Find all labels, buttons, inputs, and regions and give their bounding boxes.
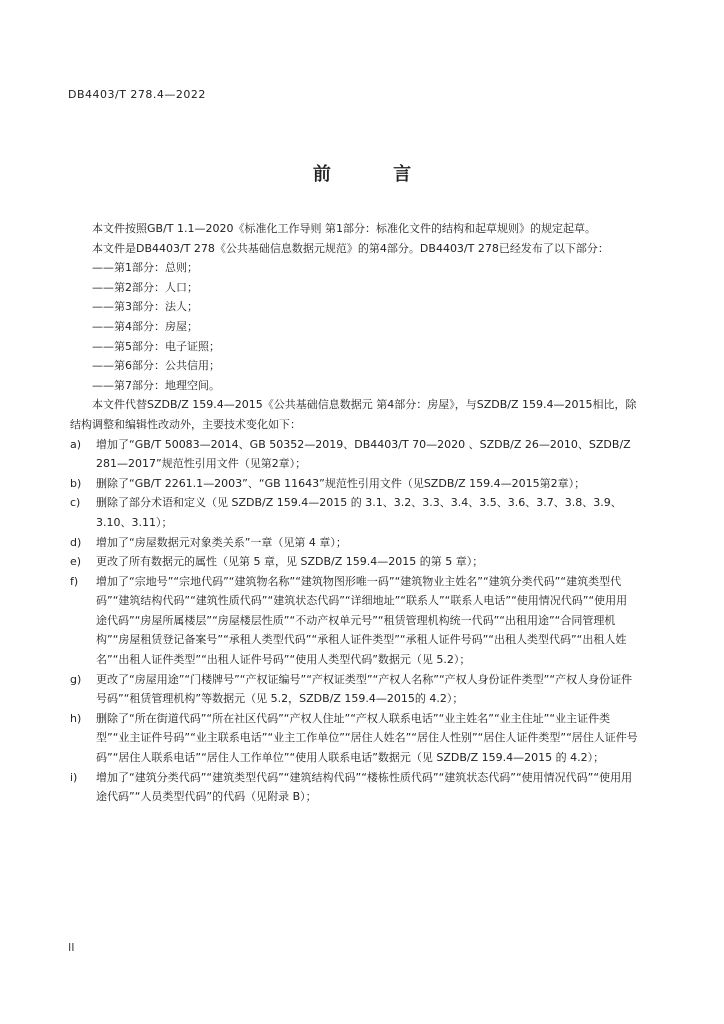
parts-list [70, 258, 638, 395]
list-item-text: 删除了“所在街道代码”“所在社区代码”“产权人住址”“产权人联系电话”“业主姓名”“业主住址”“业主证件类型”“业主证件号码”“业主联系电话”“业主工作单位”“居住人姓名”“居住人性别”“居住人证件类型”“居住人证件号码”“居住人联系电话”“居住人工作单位”“使用人联系电话”数据元（见 SZDB/Z 159.4—2015 的 4.2）； [96, 711, 638, 765]
list-item-text: 增加了“房屋数据元对象类关系”一章（见第 4 章）； [96, 535, 347, 549]
list-item-label: e) [70, 555, 82, 569]
paragraph: 本文件按照GB/T 1.1—2020《标准化工作导则 第1部分：标准化文件的结构和起草规则》的规定起草。 [92, 222, 596, 235]
list-item [70, 533, 638, 553]
list-item: ——第4部分：房屋； [92, 319, 198, 333]
list-item: ——第2部分：人口； [92, 280, 198, 294]
list-item-label: c) [70, 496, 81, 510]
list-item-label: a) [70, 437, 82, 451]
changes-list [70, 435, 638, 807]
list-item [70, 474, 638, 494]
list-item-text: 删除了部分术语和定义（见 SZDB/Z 159.4—2015 的 3.1、3.2、3.3、3.4、3.5、3.6、3.7、3.8、3.9、3.10、3.11）； [96, 496, 622, 529]
list-item [70, 709, 638, 768]
list-item-text: 更改了“房屋用途”“门楼牌号”“产权证编号”“产权证类型”“产权人名称”“产权人身份证件类型”“产权人身份证件号码”“租赁管理机构”等数据元（见 5.2，SZDB/Z 159.4—2015的 4.2）； [96, 672, 633, 706]
list-item: ——第6部分：公共信用； [92, 359, 220, 373]
list-item-text: 增加了“宗地号”“宗地代码”“建筑物名称”“建筑物图形唯一码”“建筑物业主姓名”“建筑分类代码”“建筑类型代码”“建筑结构代码”“建筑性质代码”“建筑状态代码”“详细地址”“联系人”“联系人电话”“使用情况代码”“使用用途代码”“房屋所属楼层”“房屋楼层性质”“不动产权单元号”“租赁管理机构统一代码”“出租用途”“合同管理机构”“房屋租赁登记备案号”“承租人类型代码”“承租人证件类型”“承租人证件号码”“出租人类型代码”“出租人姓名”“出租人证件类型”“出租人证件号码”“使用人类型代码”数据元（见 5.2）； [96, 574, 628, 667]
list-item-label: f) [70, 574, 79, 588]
list-item [70, 493, 638, 532]
list-item: ——第3部分：法人； [92, 300, 198, 314]
paragraph: 本文件代替SZDB/Z 159.4—2015《公共基础信息数据元 第4部分：房屋》，与SZDB/Z 159.4—2015相比，除结构调整和编辑性改动外，主要技术变化如下： [70, 398, 637, 431]
list-item: ——第7部分：地理空间。 [92, 378, 220, 392]
paragraph: 本文件是DB4403/T 278《公共基础信息数据元规范》的第4部分。DB4403/T 278已经发布了以下部分： [92, 241, 609, 255]
list-item-label: h) [70, 711, 82, 725]
list-item: ——第5部分：电子证照； [92, 339, 220, 353]
page-title: 前 言 [312, 164, 440, 185]
list-item [70, 435, 638, 474]
list-item-text: 删除了“GB/T 2261.1—2003”、“GB 11643”规范性引用文件（见SZDB/Z 159.4—2015第2章）； [96, 476, 586, 490]
list-item-label: g) [70, 672, 82, 686]
list-item [70, 572, 638, 670]
list-item-text: 增加了“建筑分类代码”“建筑类型代码”“建筑结构代码”“楼栋性质代码”“建筑状态代码”“使用情况代码”“使用用途代码”“人员类型代码”的代码（见附录 B）； [96, 770, 633, 804]
list-item [70, 768, 638, 807]
foreword-body [70, 219, 638, 807]
list-item [70, 670, 638, 709]
list-item-text: 更改了所有数据元的属性（见第 5 章，见 SZDB/Z 159.4—2015 的第 5 章）； [96, 555, 484, 569]
list-item-text: 增加了“GB/T 50083—2014、GB 50352—2019、DB4403/T 70—2020 、SZDB/Z 26—2010、SZDB/Z 281—2017”规范性引用文件（见第2章）； [96, 437, 631, 471]
list-item-label: d) [70, 535, 82, 549]
page-number: II [68, 941, 75, 954]
list-item-label: i) [70, 770, 78, 784]
list-item: ——第1部分：总则； [92, 261, 198, 275]
list-item [70, 552, 638, 572]
list-item-label: b) [70, 476, 82, 490]
document-code: DB4403/T 278.4—2022 [68, 88, 206, 101]
